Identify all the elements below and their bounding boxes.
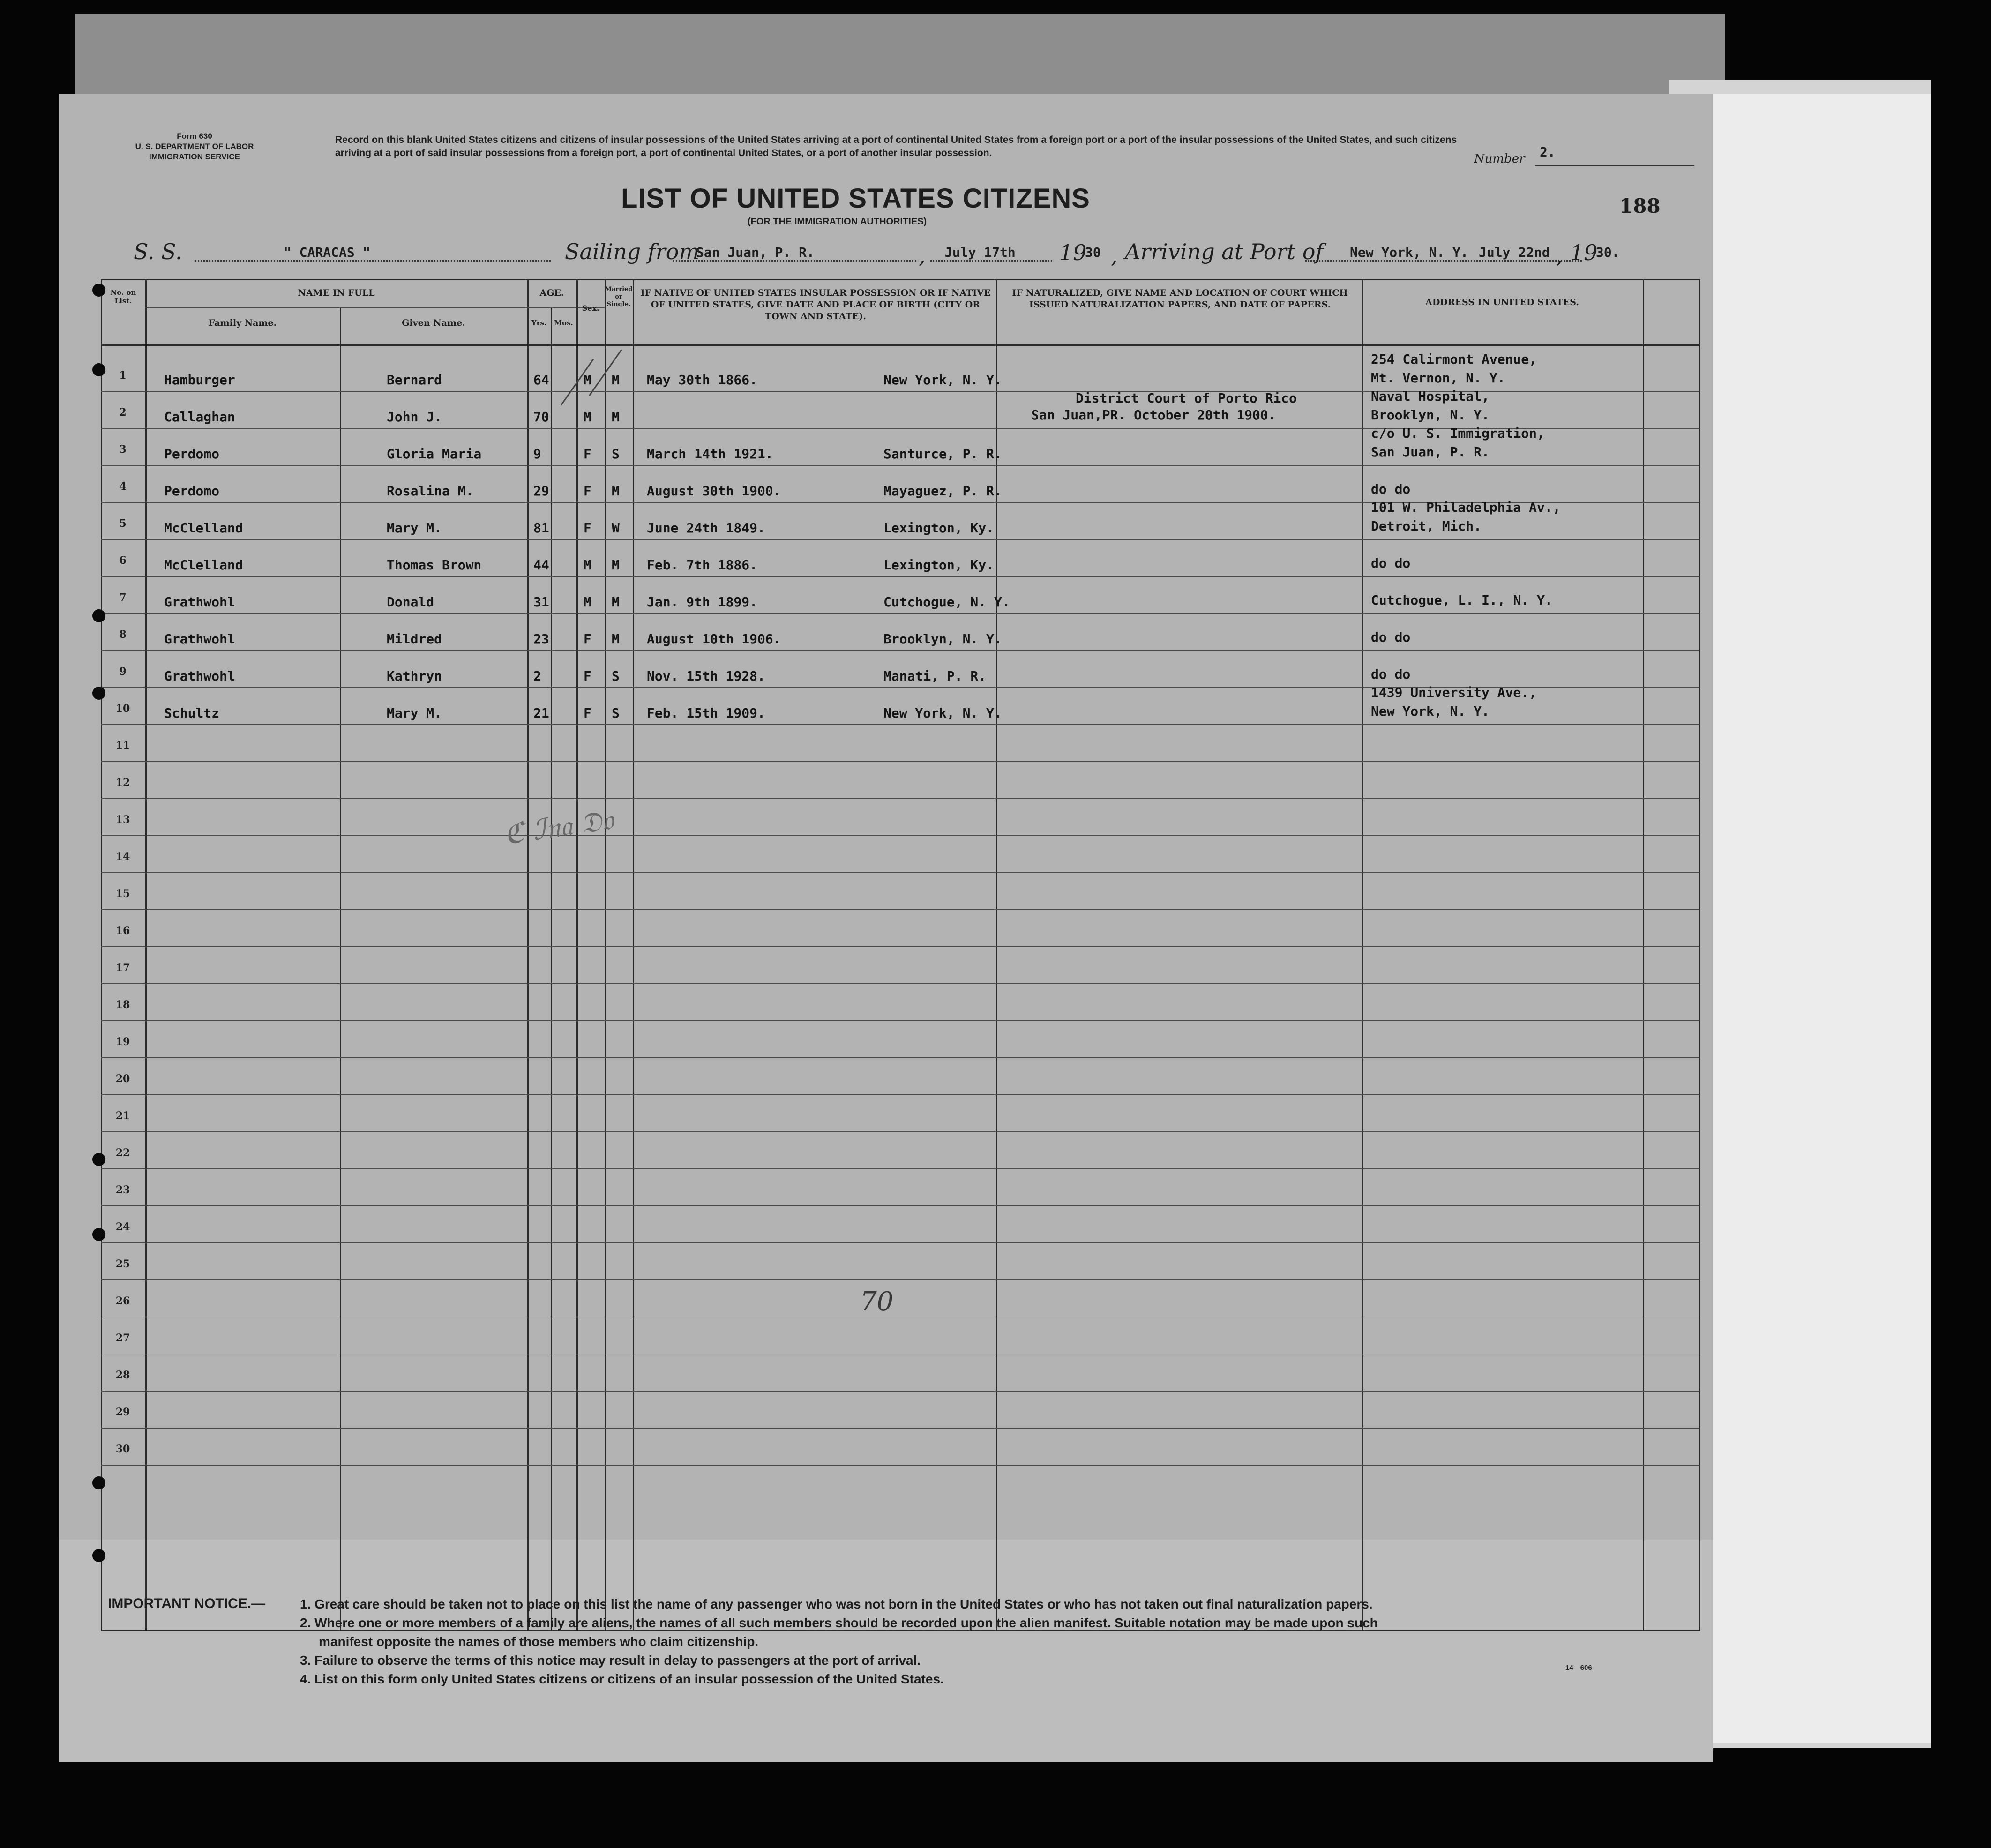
sailing-from-label: Sailing from (565, 239, 700, 264)
row-rule (101, 1057, 1699, 1058)
row-rule (101, 1020, 1699, 1021)
handwritten-scribble: ℭ ℐ𝔫𝔞 𝔇𝔬 (502, 803, 616, 851)
address-line-2: do do (1371, 481, 1411, 497)
address-line-1: 101 W. Philadelphia Av., (1371, 500, 1561, 515)
row-number: 15 (115, 888, 130, 900)
row-number: 12 (115, 777, 130, 789)
birth-date: Feb. 7th 1886. (647, 557, 758, 573)
row-rule (101, 539, 1699, 540)
page-number: 188 (1619, 195, 1661, 217)
marital-status: M (612, 372, 620, 388)
row-number: 7 (119, 591, 127, 604)
naturalization-date: San Juan,PR. October 20th 1900. (1031, 407, 1276, 423)
row-number: 30 (115, 1443, 130, 1455)
notice-item-2: 2. Where one or more members of a family are aliens, the names of all such members should be recorded upon the alien manifest. Suitable notation may be made upon such (300, 1616, 1378, 1630)
family-name: Perdomo (164, 483, 220, 499)
header-bottom-border (101, 344, 1699, 346)
row-number: 27 (115, 1332, 130, 1344)
birth-place: Cutchogue, N. Y. (883, 594, 1010, 610)
row-rule (101, 724, 1699, 725)
back-page-right-inner (1706, 94, 1931, 1743)
sailing-date-line (930, 260, 1052, 262)
row-number: 10 (115, 703, 130, 715)
row-number: 20 (115, 1073, 130, 1085)
header-naturalized: IF NATURALIZED, GIVE NAME AND LOCATION OF COURT WHICH ISSUED NATURALIZATION PAPERS, AND DATE OF PAPERS. (1012, 288, 1348, 310)
row-number: 16 (115, 925, 130, 937)
row-number: 18 (115, 999, 130, 1011)
binder-hole (92, 284, 105, 297)
row-number: 3 (119, 443, 127, 456)
birth-date: Jan. 9th 1899. (647, 594, 758, 610)
row-rule (101, 465, 1699, 466)
birth-place: Manati, P. R. (883, 668, 987, 684)
age: 21 (533, 705, 549, 721)
binder-hole (92, 1228, 105, 1241)
family-name: Perdomo (164, 446, 220, 462)
row-rule (101, 1094, 1699, 1095)
row-number: 17 (115, 962, 130, 974)
family-name: Grathwohl (164, 631, 235, 647)
address-line-2: do do (1371, 629, 1411, 645)
row-rule (101, 576, 1699, 577)
arriving-year-suffix: 30. (1596, 245, 1620, 260)
list-number-value: 2. (1540, 144, 1556, 160)
given-name: Donald (387, 594, 434, 610)
manifest-sheet (59, 94, 1713, 1762)
row-number: 25 (115, 1258, 130, 1270)
binder-hole (92, 1549, 105, 1562)
address-line-2: New York, N. Y. (1371, 703, 1490, 719)
row-number: 28 (115, 1369, 130, 1381)
age: 70 (533, 409, 549, 425)
list-number-underline (1535, 165, 1694, 166)
age: 2 (533, 668, 541, 684)
notice-item-4: 4. List on this form only United States citizens or citizens of an insular possession of the United States. (300, 1672, 944, 1686)
sailing-year-suffix: 30 (1085, 245, 1101, 260)
sailing-date: July 17th (944, 245, 1016, 260)
marital-status: S (612, 668, 620, 684)
family-name: Hamburger (164, 372, 235, 388)
header-given-name: Given Name. (402, 318, 465, 328)
birth-place: New York, N. Y. (883, 372, 1002, 388)
sex: F (584, 668, 591, 684)
row-rule (101, 835, 1699, 836)
binder-hole (92, 609, 105, 622)
birth-date: August 30th 1900. (647, 483, 781, 499)
form-number: Form 630 (177, 132, 212, 141)
given-name: Gloria Maria (387, 446, 482, 462)
row-number: 26 (115, 1295, 130, 1307)
binder-hole (92, 363, 105, 376)
family-name: Callaghan (164, 409, 235, 425)
passenger-table (101, 279, 1701, 1631)
family-name: Grathwohl (164, 594, 235, 610)
comma-2: , (1111, 243, 1118, 268)
address-line-1: 254 Calirmont Avenue, (1371, 352, 1537, 367)
notice-item-2-cont: manifest opposite the names of those members who claim citizenship. (319, 1634, 759, 1649)
row-rule (101, 1279, 1699, 1280)
address-line-1: Naval Hospital, (1371, 389, 1490, 404)
arriving-port: New York, N. Y. (1350, 245, 1468, 260)
address-line-2: Detroit, Mich. (1371, 518, 1482, 534)
family-name: McClelland (164, 557, 243, 573)
address-line-2: San Juan, P. R. (1371, 444, 1490, 460)
row-number: 4 (119, 480, 127, 493)
sex: M (584, 409, 591, 425)
row-number: 19 (115, 1036, 130, 1048)
family-name: McClelland (164, 520, 243, 536)
header-married-single: Married or Single. (605, 286, 633, 308)
page-subtitle: (FOR THE IMMIGRATION AUTHORITIES) (748, 217, 927, 227)
address-line-2: Brooklyn, N. Y. (1371, 407, 1490, 423)
row-rule (101, 613, 1699, 614)
marital-status: S (612, 705, 620, 721)
given-name: Mildred (387, 631, 442, 647)
header-address: ADDRESS IN UNITED STATES. (1425, 297, 1579, 307)
arriving-year-prefix: 19 (1570, 240, 1598, 265)
footer-form-code: 14—606 (1565, 1664, 1592, 1672)
row-number: 23 (115, 1184, 130, 1196)
ship-name: " CARACAS " (284, 245, 371, 260)
address-line-1: c/o U. S. Immigration, (1371, 426, 1545, 441)
row-number: 9 (119, 666, 127, 678)
birth-date: June 24th 1849. (647, 520, 765, 536)
sex: M (584, 557, 591, 573)
row-number: 5 (119, 517, 127, 530)
sailing-port: San Juan, P. R. (696, 245, 815, 260)
given-name: Mary M. (387, 705, 442, 721)
row-number: 8 (119, 628, 127, 641)
birth-date: August 10th 1906. (647, 631, 781, 647)
family-name: Schultz (164, 705, 220, 721)
sex: F (584, 483, 591, 499)
row-rule (101, 650, 1699, 651)
sex: F (584, 705, 591, 721)
row-rule (101, 1242, 1699, 1243)
age: 9 (533, 446, 541, 462)
row-rule (101, 1205, 1699, 1206)
ss-name-line (195, 260, 551, 262)
given-name: Rosalina M. (387, 483, 474, 499)
row-number: 2 (119, 406, 127, 419)
notice-heading: IMPORTANT NOTICE.— (108, 1596, 266, 1611)
row-rule (101, 983, 1699, 984)
address-line-2: do do (1371, 666, 1411, 682)
header-age-years: Yrs. (531, 319, 547, 327)
age: 23 (533, 631, 549, 647)
row-rule (101, 872, 1699, 873)
row-number: 22 (115, 1147, 130, 1159)
row-rule (101, 1391, 1699, 1392)
row-rule (101, 761, 1699, 762)
sex: M (584, 372, 591, 388)
marital-status: M (612, 409, 620, 425)
given-name: Mary M. (387, 520, 442, 536)
given-name: Bernard (387, 372, 442, 388)
row-rule (101, 1131, 1699, 1132)
age: 81 (533, 520, 549, 536)
row-number: 11 (115, 740, 130, 752)
binder-hole (92, 1153, 105, 1166)
ss-label: S. S. (134, 239, 182, 264)
row-rule (101, 798, 1699, 799)
row-rule (101, 909, 1699, 910)
given-name: Thomas Brown (387, 557, 482, 573)
birth-place: Lexington, Ky. (883, 557, 995, 573)
sailing-year-prefix: 19 (1059, 240, 1087, 265)
age: 31 (533, 594, 549, 610)
sex: M (584, 594, 591, 610)
given-name: Kathryn (387, 668, 442, 684)
birth-date: May 30th 1866. (647, 372, 758, 388)
address-line-2: Mt. Vernon, N. Y. (1371, 370, 1505, 386)
row-rule (101, 1168, 1699, 1169)
row-number: 14 (115, 851, 130, 863)
row-number: 21 (115, 1110, 130, 1122)
birth-place: Santurce, P. R. (883, 446, 1002, 462)
birth-place: Brooklyn, N. Y. (883, 631, 1002, 647)
marital-status: M (612, 594, 620, 610)
comma-1: , (919, 243, 926, 268)
row-rule (101, 1465, 1699, 1466)
row-number: 29 (115, 1406, 130, 1418)
birth-date: March 14th 1921. (647, 446, 773, 462)
header-subdivider (145, 307, 605, 308)
sex: F (584, 520, 591, 536)
notice-item-3: 3. Failure to observe the terms of this notice may result in delay to passengers at the port of arrival. (300, 1653, 921, 1668)
arriving-label: Arriving at Port of (1125, 239, 1324, 264)
age: 64 (533, 372, 549, 388)
table-top-border (101, 279, 1699, 280)
given-name: John J. (387, 409, 442, 425)
header-age-months: Mos. (554, 319, 573, 327)
header-no-on-list: No. on List. (110, 288, 136, 305)
address-line-2: Cutchogue, L. I., N. Y. (1371, 592, 1553, 608)
arriving-line (1305, 260, 1582, 262)
form-service: IMMIGRATION SERVICE (149, 152, 240, 161)
marital-status: M (612, 557, 620, 573)
form-identifier (124, 131, 265, 162)
birth-place: New York, N. Y. (883, 705, 1002, 721)
birth-date: Nov. 15th 1928. (647, 668, 765, 684)
header-family-name: Family Name. (208, 318, 277, 328)
sex: F (584, 631, 591, 647)
header-age: AGE. (539, 288, 564, 298)
age: 44 (533, 557, 549, 573)
row-rule (101, 946, 1699, 947)
form-department: U. S. DEPARTMENT OF LABOR (135, 142, 254, 151)
page-title: LIST OF UNITED STATES CITIZENS (621, 183, 1090, 214)
binder-hole (92, 687, 105, 700)
col-divider-family (340, 307, 341, 1631)
birth-place: Mayaguez, P. R. (883, 483, 1002, 499)
row-number: 13 (115, 814, 130, 826)
address-line-2: do do (1371, 555, 1411, 571)
comma-3: , (1556, 243, 1563, 268)
marital-status: S (612, 446, 620, 462)
marital-status: M (612, 483, 620, 499)
list-number-label: Number (1474, 152, 1525, 166)
row-number: 1 (119, 369, 127, 382)
marital-status: W (612, 520, 620, 536)
header-birth: IF NATIVE OF UNITED STATES INSULAR POSSESSION OR IF NATIVE OF UNITED STATES, GIVE DATE AND PLACE OF BIRTH (CITY OR TOWN AND STATE). (640, 288, 991, 322)
arriving-date: July 22nd (1479, 245, 1550, 260)
sex: F (584, 446, 591, 462)
col-divider-yrs (551, 307, 552, 1631)
family-name: Grathwohl (164, 668, 235, 684)
header-name-in-full: NAME IN FULL (298, 288, 375, 298)
sailing-from-line (673, 260, 916, 262)
row-rule (101, 1428, 1699, 1429)
address-line-1: 1439 University Ave., (1371, 685, 1537, 700)
marital-status: M (612, 631, 620, 647)
handwritten-total: 70 (860, 1287, 894, 1317)
row-number: 24 (115, 1221, 130, 1233)
age: 29 (533, 483, 549, 499)
row-number: 6 (119, 554, 127, 567)
header-sex: Sex. (582, 304, 599, 313)
birth-date: Feb. 15th 1909. (647, 705, 765, 721)
form-instructions: Record on this blank United States citizens and citizens of insular possessions of the United States arriving at a port of continental United States from a foreign port or a port of the insular possessions of the United States, and such citizens arriving at a port of said insular possessions from a foreign port, a port of continental United States, or a port of another insular possession. (335, 135, 1457, 158)
notice-item-1: 1. Great care should be taken not to place on this list the name of any passenger who was not born in the United States or who has not taken out final naturalization papers. (300, 1597, 1373, 1611)
binder-hole (92, 1476, 105, 1489)
birth-place: Lexington, Ky. (883, 520, 995, 536)
naturalization-court: District Court of Porto Rico (1076, 390, 1297, 406)
table-border-right (1699, 279, 1700, 1631)
